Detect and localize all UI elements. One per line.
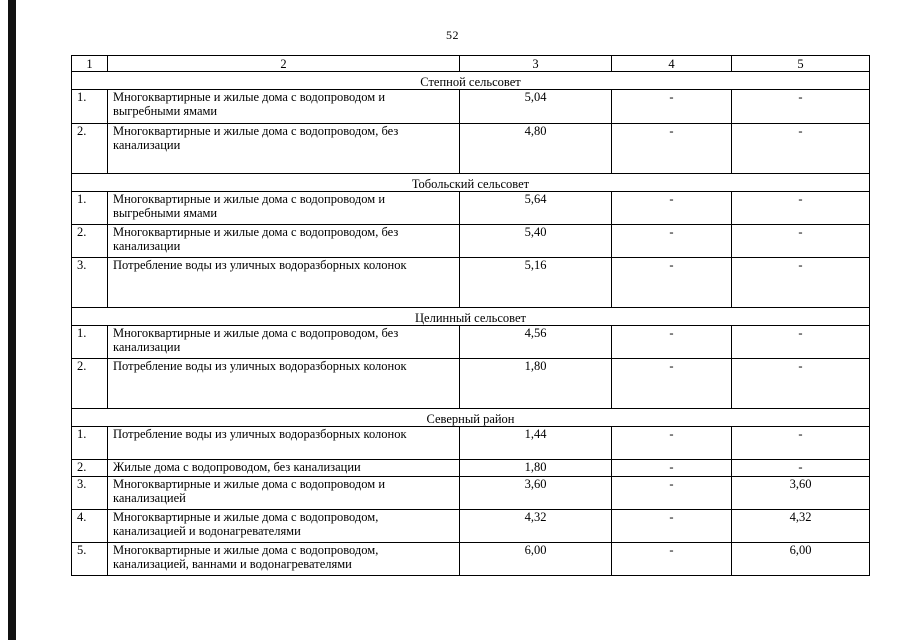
row-value-col3: 5,04 — [460, 90, 612, 124]
scan-margin-bar — [8, 0, 16, 640]
header-col-3: 3 — [460, 56, 612, 72]
row-value-col3: 4,32 — [460, 510, 612, 543]
row-number: 2. — [72, 225, 108, 258]
row-value-col5: - — [732, 258, 870, 308]
table-row — [72, 326, 870, 359]
row-value-col4: - — [612, 427, 732, 460]
row-value-col5: - — [732, 359, 870, 409]
row-value-col4: - — [612, 124, 732, 174]
header-col-5: 5 — [732, 56, 870, 72]
row-description: Многоквартирные и жилые дома с водопроводом, канализацией, ваннами и водонагревателями — [108, 543, 460, 576]
row-value-col4: - — [612, 543, 732, 576]
row-number: 1. — [72, 192, 108, 225]
row-value-col3: 5,64 — [460, 192, 612, 225]
table-header-row — [72, 56, 870, 72]
header-col-4: 4 — [612, 56, 732, 72]
row-value-col3: 6,00 — [460, 543, 612, 576]
row-value-col3: 5,40 — [460, 225, 612, 258]
section-row — [72, 308, 870, 326]
row-number: 2. — [72, 460, 108, 477]
table-row — [72, 192, 870, 225]
row-description: Потребление воды из уличных водоразборных колонок — [108, 427, 460, 460]
row-value-col4: - — [612, 477, 732, 510]
row-value-col3: 1,44 — [460, 427, 612, 460]
row-description: Жилые дома с водопроводом, без канализации — [108, 460, 460, 477]
row-description: Многоквартирные и жилые дома с водопроводом, без канализации — [108, 124, 460, 174]
section-title: Северный район — [72, 409, 870, 427]
table-row — [72, 124, 870, 174]
row-value-col3: 4,80 — [460, 124, 612, 174]
row-value-col3: 3,60 — [460, 477, 612, 510]
row-number: 2. — [72, 124, 108, 174]
row-number: 2. — [72, 359, 108, 409]
row-number: 3. — [72, 258, 108, 308]
table-row — [72, 359, 870, 409]
row-value-col5: - — [732, 192, 870, 225]
table-row — [72, 427, 870, 460]
row-description: Потребление воды из уличных водоразборных колонок — [108, 258, 460, 308]
table-row — [72, 460, 870, 477]
row-description: Многоквартирные и жилые дома с водопроводом и канализацией — [108, 477, 460, 510]
section-row — [72, 72, 870, 90]
section-row — [72, 409, 870, 427]
row-value-col5: 3,60 — [732, 477, 870, 510]
table-row — [72, 225, 870, 258]
section-row — [72, 174, 870, 192]
row-value-col4: - — [612, 359, 732, 409]
page-number: 52 — [446, 28, 459, 42]
water-norms-table — [71, 55, 870, 576]
row-number: 4. — [72, 510, 108, 543]
row-value-col3: 4,56 — [460, 326, 612, 359]
row-value-col4: - — [612, 225, 732, 258]
table-row — [72, 477, 870, 510]
row-value-col3: 1,80 — [460, 460, 612, 477]
table-row — [72, 258, 870, 308]
row-value-col4: - — [612, 460, 732, 477]
row-value-col4: - — [612, 510, 732, 543]
row-value-col5: 4,32 — [732, 510, 870, 543]
row-value-col5: - — [732, 90, 870, 124]
row-value-col3: 5,16 — [460, 258, 612, 308]
row-description: Потребление воды из уличных водоразборных колонок — [108, 359, 460, 409]
row-value-col5: - — [732, 326, 870, 359]
row-number: 1. — [72, 326, 108, 359]
row-description: Многоквартирные и жилые дома с водопроводом, без канализации — [108, 225, 460, 258]
row-number: 1. — [72, 90, 108, 124]
row-description: Многоквартирные и жилые дома с водопроводом и выгребными ямами — [108, 90, 460, 124]
row-number: 1. — [72, 427, 108, 460]
row-number: 3. — [72, 477, 108, 510]
row-description: Многоквартирные и жилые дома с водопроводом, без канализации — [108, 326, 460, 359]
section-title: Целинный сельсовет — [72, 308, 870, 326]
row-description: Многоквартирные и жилые дома с водопроводом, канализацией и водонагревателями — [108, 510, 460, 543]
section-title: Тобольский сельсовет — [72, 174, 870, 192]
row-value-col5: - — [732, 225, 870, 258]
header-col-1: 1 — [72, 56, 108, 72]
row-value-col3: 1,80 — [460, 359, 612, 409]
table-row — [72, 510, 870, 543]
table-row — [72, 543, 870, 576]
row-number: 5. — [72, 543, 108, 576]
table-row — [72, 90, 870, 124]
row-value-col4: - — [612, 326, 732, 359]
row-value-col5: - — [732, 427, 870, 460]
row-value-col4: - — [612, 192, 732, 225]
row-value-col4: - — [612, 90, 732, 124]
row-value-col5: - — [732, 124, 870, 174]
row-value-col5: - — [732, 460, 870, 477]
header-col-2: 2 — [108, 56, 460, 72]
section-title: Степной сельсовет — [72, 72, 870, 90]
row-value-col4: - — [612, 258, 732, 308]
row-description: Многоквартирные и жилые дома с водопроводом и выгребными ямами — [108, 192, 460, 225]
row-value-col5: 6,00 — [732, 543, 870, 576]
